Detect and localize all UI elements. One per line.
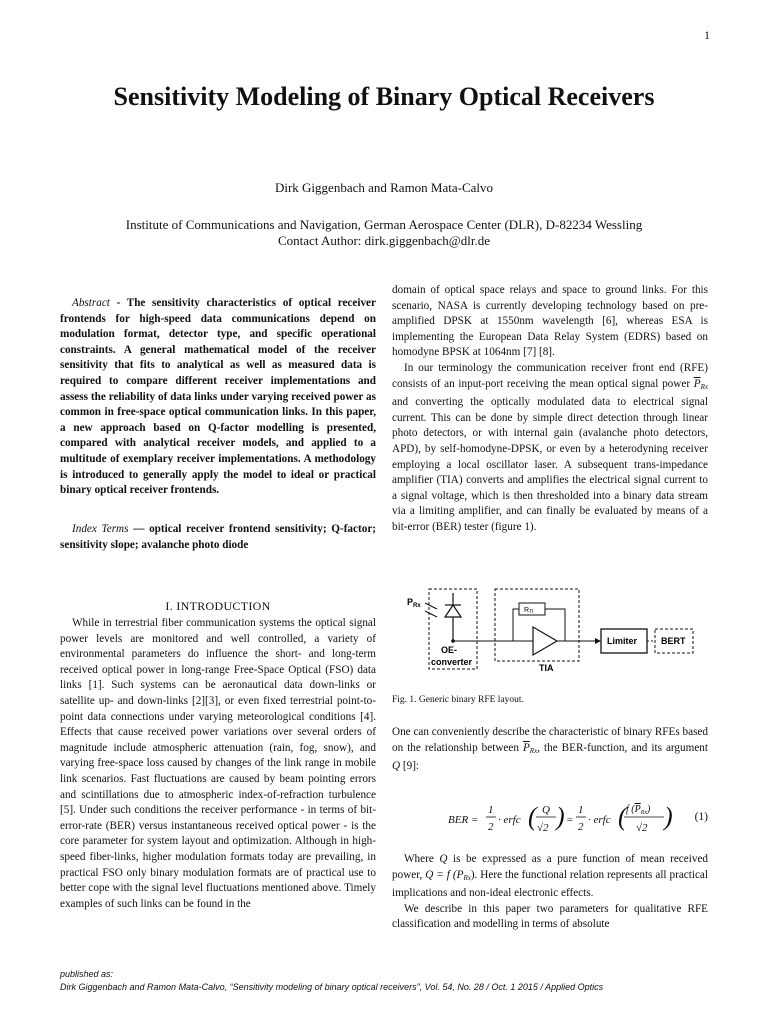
paper-authors: Dirk Giggenbach and Ramon Mata-Calvo bbox=[274, 180, 494, 195]
limiter-label: Limiter bbox=[607, 636, 638, 646]
feedback-line bbox=[513, 609, 519, 641]
abstract-lead: Abstract bbox=[72, 297, 110, 309]
page-number: 1 bbox=[704, 28, 710, 42]
footer-line-1: published as: bbox=[60, 969, 114, 979]
right-column-top bbox=[392, 283, 708, 536]
intro-paragraph: While in terrestrial fiber communication systems the optical signal power levels are monitored and well controlled, a variety of environmental parameters do influence the short- and long-term received optical power in long-range Free-Space Optical (FSO) data links [1]. Such systems can be aeronautical data down-links or satellite up- and down-links [2][3], or even fixed terrestrial point-to-point data connections under varying meteorological conditions [4]. Effects that cause received power variations over several orders of magnitude include atmospheric attenuation (rain, fog, snow), and varying free-space loss caused by changes of the link range in mobile link scenarios. Fast fluctuations are caused by beam pointing errors and scintillations due to atmospheric index-of-refraction turbulence [5]. Under such conditions the receiver performance - in terms of bit-error-rate (BER) versus instantaneous received optical power - is the core parameter for system layout and optimization. Although in high-speed fiber-links, higher modulation formats today are prevailing, in practical FSO only binary modulation formats are of practical use to better cope with the signal level fluctuations mentioned above. Timely examples of such links can be found in the bbox=[60, 617, 376, 910]
rti-label: RTI bbox=[524, 607, 534, 615]
p-rx-label: $P_{Rx}$ bbox=[407, 597, 421, 609]
right-paragraph-3: One can conveniently describe the characteristic of binary RFEs based on the relationship between $\overline{P}_{Rx}$, the BER-function, and its argument Q [9]: bbox=[392, 726, 708, 773]
figure-caption: Fig. 1. Generic binary RFE layout. bbox=[392, 695, 524, 705]
svg-text:√2: √2 bbox=[636, 822, 648, 834]
svg-text:2: 2 bbox=[488, 821, 494, 833]
svg-text:· erfc: · erfc bbox=[498, 814, 521, 826]
ber-equation bbox=[448, 797, 678, 841]
right-paragraph-2: In our terminology the communication receiver front end (RFE) consists of an input-port receiving the mean optical signal power $\overline{P}_{Rx}$ and converting the optically modulated data to electrical signal current. This can be done by simple direct detection through linear photo detectors, or with internal gain (avalanche photo detectors, APD), by self-homodyne-DPSK, or even by a heterodyning receiver employing a local oscillator laser. A subsequent trans-impedance amplifier (TIA) converts and amplifies the electrical signal current to a signal voltage, which is then thresholded into a binary data stream via a limiting amplifier, and can finally be evaluated by means of a bit-error (BER) tester (figure 1). bbox=[392, 361, 708, 533]
footer-line-2: Dirk Giggenbach and Ramon Mata-Calvo, “Sensitivity modeling of binary optical receivers”, Vol. 54, No. 28 / Oct. 1 2015 / Applied Optics bbox=[60, 982, 604, 992]
svg-text:√2: √2 bbox=[537, 822, 549, 834]
index-terms-lead: Index Terms bbox=[72, 523, 129, 535]
rfe-block-diagram bbox=[405, 585, 695, 675]
affiliation-block bbox=[60, 217, 708, 249]
svg-text:1: 1 bbox=[488, 804, 494, 816]
light-arrows-icon bbox=[425, 603, 437, 617]
svg-text:1: 1 bbox=[578, 804, 584, 816]
oe-label-1: OE- bbox=[441, 645, 458, 655]
affiliation: Institute of Communications and Navigation, German Aerospace Center (DLR), D-82234 Wessling bbox=[125, 217, 643, 232]
section-heading-introduction: I. INTRODUCTION bbox=[165, 599, 271, 613]
svg-text:(: ( bbox=[528, 802, 537, 831]
svg-text:(: ( bbox=[618, 802, 627, 831]
publication-footer bbox=[60, 968, 708, 994]
p-rx-symbol: $\overline{P}$ bbox=[693, 377, 701, 390]
right-column-mid bbox=[392, 725, 708, 775]
equation-number: (1) bbox=[694, 811, 708, 823]
svg-text:): ) bbox=[664, 802, 673, 831]
abstract-text: - The sensitivity characteristics of optical receiver frontends for high-speed data communications depend on modulation format, detector type, and specific operational constraints. A general mathematical model of the receiver sensitivity that fits to analytical as well as measured data is required to compare different receiver implementations and assess the reliability of data links under varying received power as common in free-space optical communication links. In this paper, a new approach based on Q-factor modelling is presented, compared with analytical receiver models, and applied to a multitude of exemplary receiver implementations. A methodology is introduced to generally apply the model to ideal or practical binary optical receiver frontends. bbox=[60, 297, 376, 497]
right-column-bottom bbox=[392, 852, 708, 933]
right-paragraph-1: domain of optical space relays and space to ground links. For this scenario, NASA is currently developing technology based on pre-amplified DPSK at 1550nm wavelength [6], whereas ESA is implementing the European Data Relay System (EDRS) based on homodyne BPSK at 1064nm [7] [8]. bbox=[392, 284, 708, 359]
photodiode-icon bbox=[445, 593, 461, 641]
contact-author: Contact Author: dirk.giggenbach@dlr.de bbox=[278, 233, 490, 248]
svg-text:BER =: BER = bbox=[448, 814, 479, 826]
svg-text:): ) bbox=[556, 802, 565, 831]
svg-text:f (PRx): f $(P_{Rx})$ bbox=[626, 804, 651, 816]
introduction-text bbox=[60, 616, 376, 912]
oe-label-2: converter bbox=[431, 657, 473, 667]
index-terms bbox=[60, 522, 376, 553]
svg-text:· erfc: · erfc bbox=[588, 814, 611, 826]
svg-text:2: 2 bbox=[578, 821, 584, 833]
index-terms-text: — optical receiver frontend sensitivity; Q-factor; sensitivity slope; avalanche photo diode bbox=[60, 523, 377, 551]
paper-title: Sensitivity Modeling of Binary Optical Receivers bbox=[113, 82, 655, 111]
tia-label: TIA bbox=[539, 663, 554, 673]
right-paragraph-4: Where Q is be expressed as a pure function of mean received power, Q = f $(P_{Rx})$. Here the functional relation represents all practical implications and non-ideal electronic effects. bbox=[392, 853, 709, 900]
amplifier-icon bbox=[533, 627, 557, 655]
right-paragraph-5: We describe in this paper two parameters for qualitative RFE classification and modelling in terms of absolute bbox=[392, 902, 708, 931]
bert-label: BERT bbox=[661, 636, 686, 646]
svg-text:=: = bbox=[566, 814, 574, 826]
svg-text:Q: Q bbox=[542, 804, 550, 816]
equation-1 bbox=[392, 797, 708, 841]
abstract bbox=[60, 296, 376, 499]
